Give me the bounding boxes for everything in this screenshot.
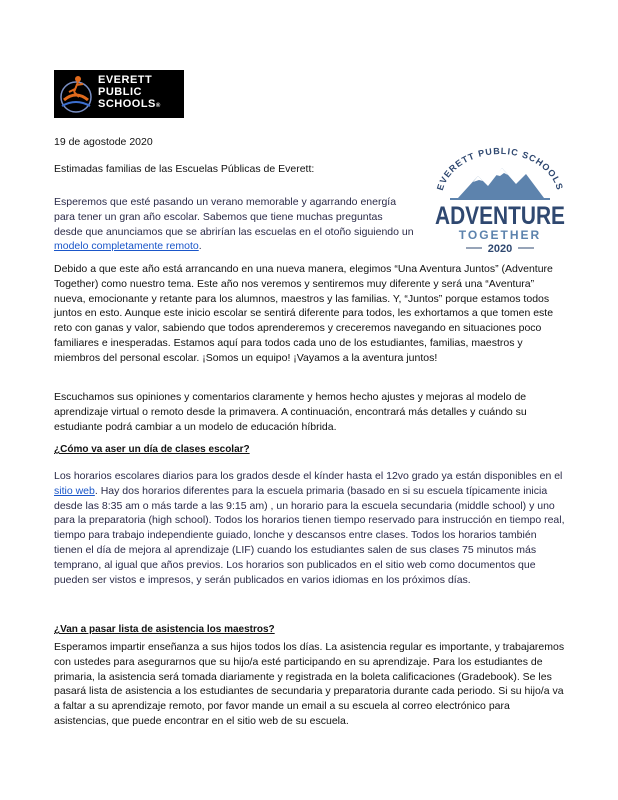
- globe-runner-icon: [54, 70, 98, 118]
- letter-date: 19 de agostode 2020: [54, 136, 153, 148]
- adventure-together-badge: [420, 140, 580, 258]
- svg-text:EVERETT PUBLIC SCHOOLS: EVERETT PUBLIC SCHOOLS: [434, 145, 566, 192]
- website-link[interactable]: sitio web: [54, 484, 95, 497]
- feedback-paragraph: Escuchamos sus opiniones y comentarios claramente y hemos hecho ajustes y mejoras al modelo de aprendizaje virtual o remoto desde la primavera. A continuación, encontrará más detalles y cuándo su estudiante podrá cambiar a un modelo de educación híbrida.: [54, 391, 527, 433]
- district-logo: [54, 70, 184, 118]
- remote-model-link[interactable]: modelo completamente remoto: [54, 240, 199, 253]
- theme-paragraph: Debido a que este año está arrancando en una nueva manera, elegimos “Una Aventura Juntos” (Adventure Together) como nuestro tema. Este año nos veremos y sentiremos muy diferente y será una “Aventura” nueva, emocionante y retante para los alumnos, maestros y las familias. Y, “Juntos” porque estamos todos juntos en esto. Aunque este inicio escolar se sentirá diferente para todos, les exhortamos a que tomen este reto con ganas y valor, sabiendo que todos aprenderemos y creceremos navegando en situaciones poco familiares e inesperadas. Estamos aquí para todos cada uno de los estudiantes, familias, maestros y miembros del personal escolar. ¡Somos un equipo! ¡Vayamos a la aventura juntos!: [54, 263, 554, 364]
- intro-text: Esperemos que esté pasando un verano memorable y agarrando energía para tener un gran año escolar. Sabemos que tiene muchas preguntas desde que anunciamos que se abrirían las escuelas en el otoño siguiendo un: [54, 196, 414, 238]
- intro-paragraph: [54, 195, 414, 254]
- attendance-paragraph: Esperamos impartir enseñanza a sus hijos todos los días. La asistencia regular es importante, y trabajaremos con ustedes para asegurarnos que su hijo/a esté participando en su aprendizaje. Para los estudiantes de primaria, la asistencia será tomada diariamente y registrada en la boleta calificaciones (Gradebook). Se les pasará lista de asistencia a los estudiantes de secundaria y preparatoria durante cada periodo. Si su hijo/a va a faltar a su aprendizaje remoto, por favor mande un email a su escuela al correo electrónico para asistencias, que puede encontrar en el sitio web de su escuela.: [54, 641, 565, 727]
- schedules-text-end: . Hay dos horarios diferentes para la escuela primaria (basado en si su escuela típicamente inicia desde las 8:35 am o más tarde a las 9:15 am) , un horario para la escuela secundaria (middle school) y uno para la preparatoria (high school). Todos los horarios tienen tiempo reservado para instrucción en tiempo real, tiempo para trabajo independiente guiado, lonche y descansos entre clases. Todos los horarios también tienen el día de mejora al aprendizaje (LIF) cuando los estudiantes salen de sus clases 75 minutos más temprano, al igual que años previos. Los horarios son publicados en el sitio web como documentos que pueden ser vistos e impresos, y serán publicados en varios idiomas en los próximos días.: [54, 484, 565, 586]
- svg-text:TOGETHER: TOGETHER: [458, 228, 542, 242]
- greeting: Estimadas familias de las Escuelas Públicas de Everett:: [54, 163, 315, 175]
- svg-text:ADVENTURE: ADVENTURE: [435, 202, 565, 230]
- logo-wordmark: EVERETT PUBLIC SCHOOLS®: [98, 74, 161, 110]
- section-heading-attendance: ¿Van a pasar lista de asistencia los maestros?: [54, 624, 275, 635]
- intro-end: .: [198, 240, 202, 253]
- schedules-text-start: Los horarios escolares diarios para los grados desde el kínder hasta el 12vo grado ya están disponibles en el: [54, 470, 563, 482]
- section-heading-school-day: ¿Cómo va aser un día de clases escolar?: [54, 444, 250, 455]
- svg-text:2020: 2020: [487, 243, 513, 255]
- schedules-paragraph: [54, 469, 566, 587]
